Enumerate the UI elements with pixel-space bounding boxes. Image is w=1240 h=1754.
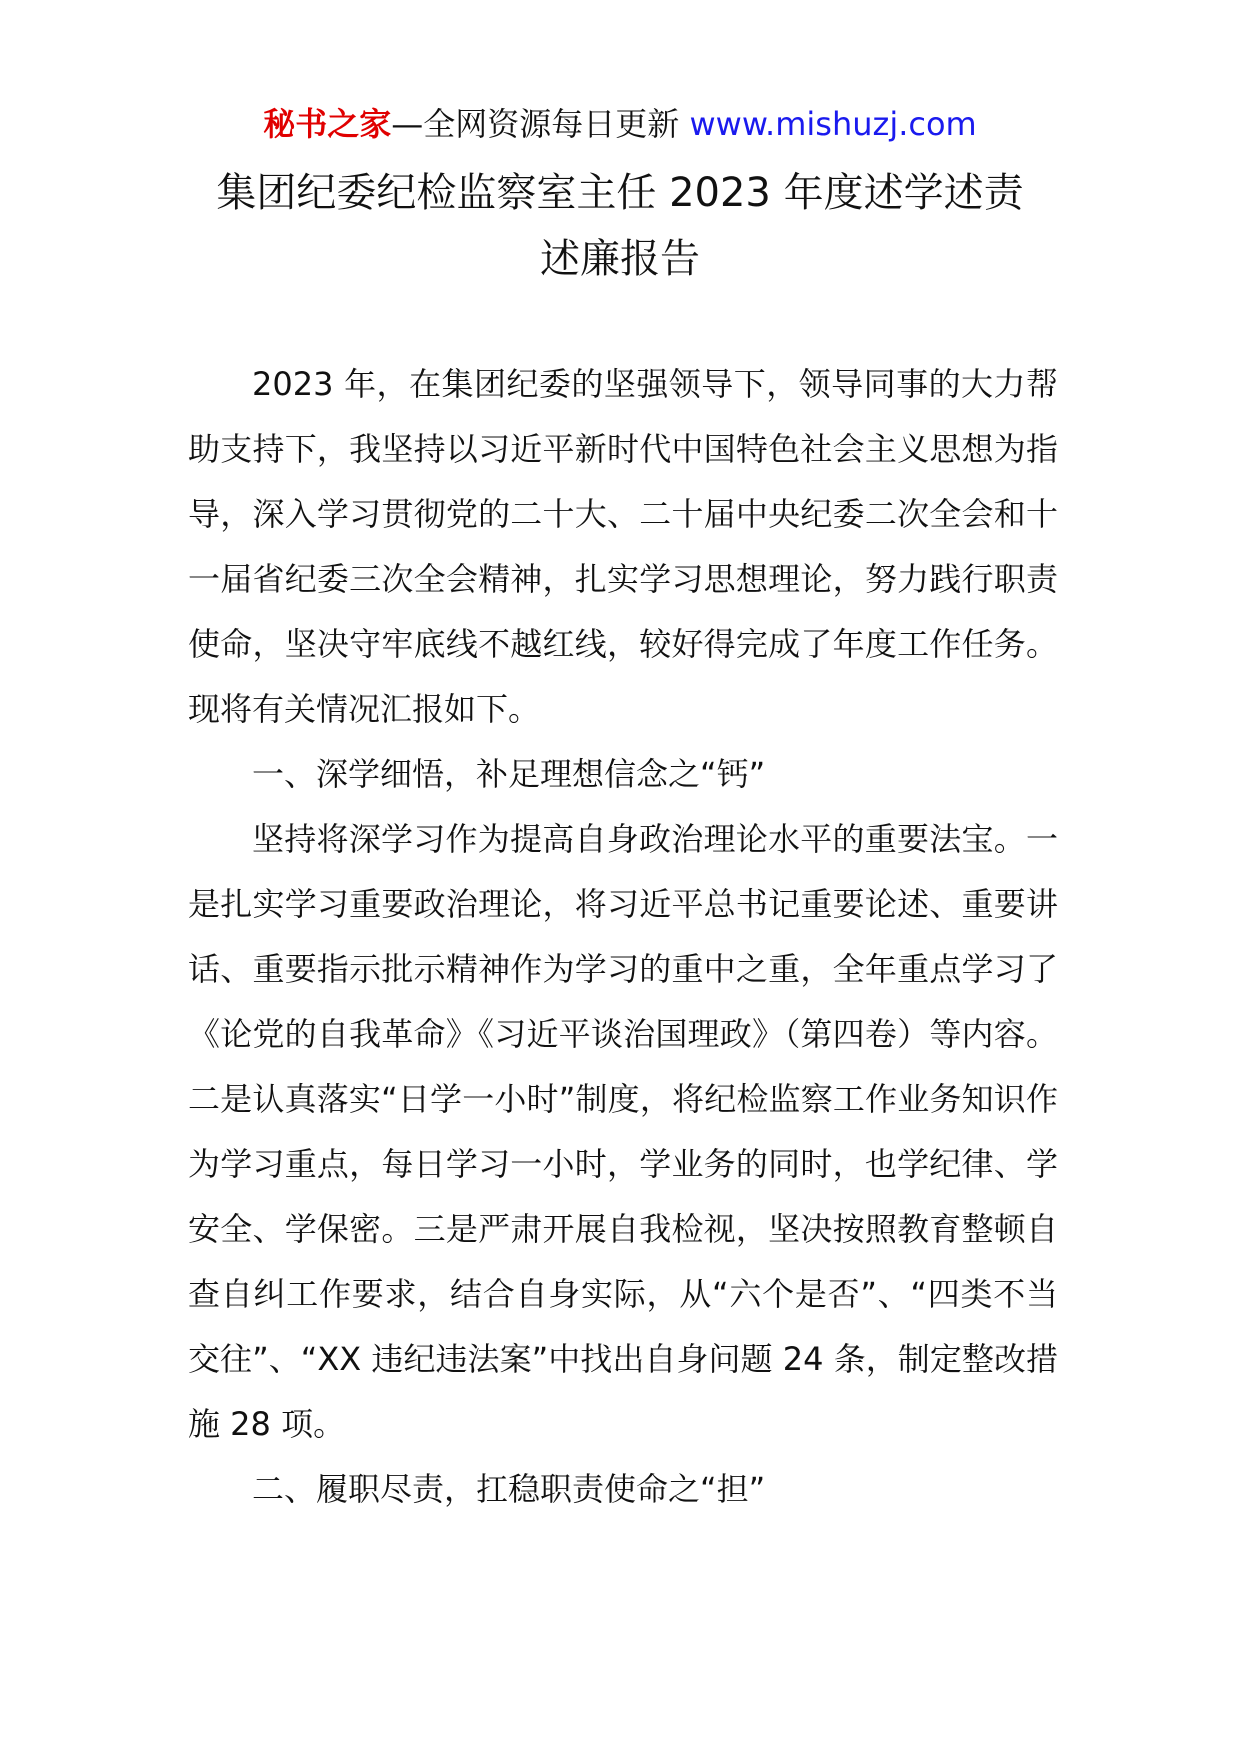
brand-tagline: —全网资源每日更新 (391, 105, 680, 143)
title-line-1: 集团纪委纪检监察室主任 2023 年度述学述责 (216, 170, 1024, 216)
document-title (150, 160, 1090, 292)
brand-name: 秘书之家 (263, 105, 392, 143)
document-body (188, 352, 1058, 1522)
intro-paragraph: 2023 年，在集团纪委的坚强领导下，领导同事的大力帮助支持下，我坚持以习近平新时代中国特色社会主义思想为指导，深入学习贯彻党的二十大、二十届中央纪委二次全会和十一届省纪委三次全会精神，扎实学习思想理论，努力践行职责使命，坚决守牢底线不越红线，较好得完成了年度工作任务。现将有关情况汇报如下。 (188, 365, 1058, 728)
title-line-2: 述廉报告 (540, 236, 700, 282)
section-1-paragraph: 坚持将深学习作为提高自身政治理论水平的重要法宝。一是扎实学习重要政治理论，将习近平总书记重要论述、重要讲话、重要指示批示精神作为学习的重中之重，全年重点学习了《论党的自我革命》《习近平谈治国理政》（第四卷）等内容。二是认真落实“日学一小时”制度，将纪检监察工作业务知识作为学习重点，每日学习一小时，学业务的同时，也学纪律、学安全、学保密。三是严肃开展自我检视，坚决按照教育整顿自查自纠工作要求，结合自身实际，从“六个是否”、“四类不当交往”、“XX 违纪违法案”中找出自身问题 24 条，制定整改措施 28 项。 (188, 820, 1058, 1443)
section-heading-1: 一、深学细悟，补足理想信念之“钙” (252, 755, 766, 793)
website-link[interactable]: www.mishuzj.com (689, 105, 977, 143)
header-banner (0, 102, 1240, 146)
section-heading-2: 二、履职尽责，扛稳职责使命之“担” (252, 1470, 766, 1508)
